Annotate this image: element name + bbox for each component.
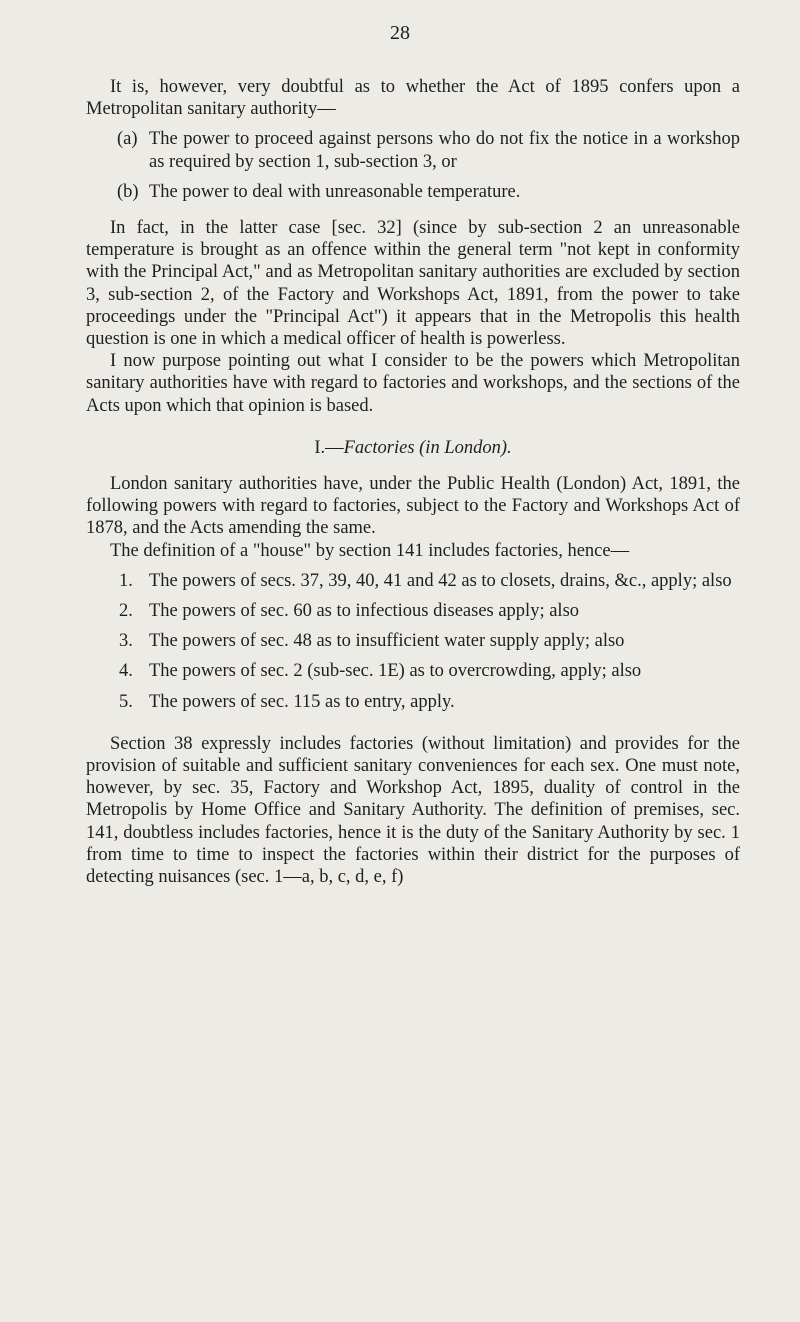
list-item-a	[86, 128, 740, 172]
page-body	[86, 76, 740, 888]
section-heading-prefix: I.—	[314, 437, 344, 458]
page-number: 28	[390, 22, 410, 44]
list-item-text: The powers of secs. 37, 39, 40, 41 and 42 as to closets, drains, &c., apply; also	[149, 570, 732, 591]
list-item	[86, 660, 740, 682]
list-item-number: 2.	[119, 601, 133, 622]
paragraph-in-fact: In fact, in the latter case [sec. 32] (since by sub-section 2 an unreasonable temperature is brought as an offence within the general term "not kept in conformity with the Principal Act," and as Metropolitan sanitary authorities are excluded by section 3, sub-section 2, of the Factory and Workshops Act, 1891, from the power to take proceedings under the "Principal Act") it appears that in the Metropolis this health question is one in which a medical officer of health is powerless.	[86, 218, 740, 350]
list-item-number: 1.	[119, 570, 133, 591]
intro-paragraph: It is, however, very doubtful as to whether the Act of 1895 confers upon a Metropolitan sanitary authority—	[86, 77, 740, 120]
paragraph-purpose: I now purpose pointing out what I consider to be the powers which Metropolitan sanitary authorities have with regard to factories and workshops, and the sections of the Acts upon which that opinion is based.	[86, 351, 740, 416]
list-item	[86, 600, 740, 622]
paragraph-house-definition: The definition of a "house" by section 141 includes factories, hence—	[110, 540, 630, 561]
list-item-b-text: The power to deal with unreasonable temperature.	[149, 181, 521, 202]
paragraph-section-38: Section 38 expressly includes factories (without limitation) and provides for the provision of suitable and sufficient sanitary conveniences for each sex. One must note, however, by sec. 35, Factory and Workshop Act, 1895, duality of control in the Metropolis by Home Office and Sanitary Authority. The definition of premises, sec. 141, doubtless includes factories, hence it is the duty of the Sanitary Authority by sec. 1 from time to time to inspect the factories within their district for the purposes of detecting nuisances (sec. 1—a, b, c, d, e, f)	[86, 733, 740, 888]
list-item-text: The powers of sec. 2 (sub-sec. 1E) as to overcrowding, apply; also	[149, 661, 642, 682]
list-item-text: The powers of sec. 48 as to insufficient water supply apply; also	[149, 631, 625, 652]
list-item-text: The powers of sec. 115 as to entry, apply.	[149, 691, 455, 712]
list-item-b	[86, 181, 740, 203]
list-item-number: 4.	[119, 661, 133, 682]
section-heading	[86, 437, 740, 459]
list-item-number: 3.	[119, 631, 133, 652]
list-item-b-label: (b)	[117, 181, 139, 202]
list-item-a-text: The power to proceed against persons who do not fix the notice in a workshop as required by section 1, sub-section 3, or	[149, 129, 740, 172]
list-item-number: 5.	[119, 691, 133, 712]
section-heading-title: Factories (in London).	[343, 437, 512, 458]
list-item-a-label: (a)	[117, 129, 138, 150]
list-item-text: The powers of sec. 60 as to infectious diseases apply; also	[149, 601, 580, 622]
list-item	[86, 630, 740, 652]
list-item	[86, 691, 740, 713]
list-item	[86, 570, 740, 592]
paragraph-london-authorities: London sanitary authorities have, under the Public Health (London) Act, 1891, the following powers with regard to factories, subject to the Factory and Workshops Act of 1878, and the Acts amending the same.	[86, 474, 740, 539]
